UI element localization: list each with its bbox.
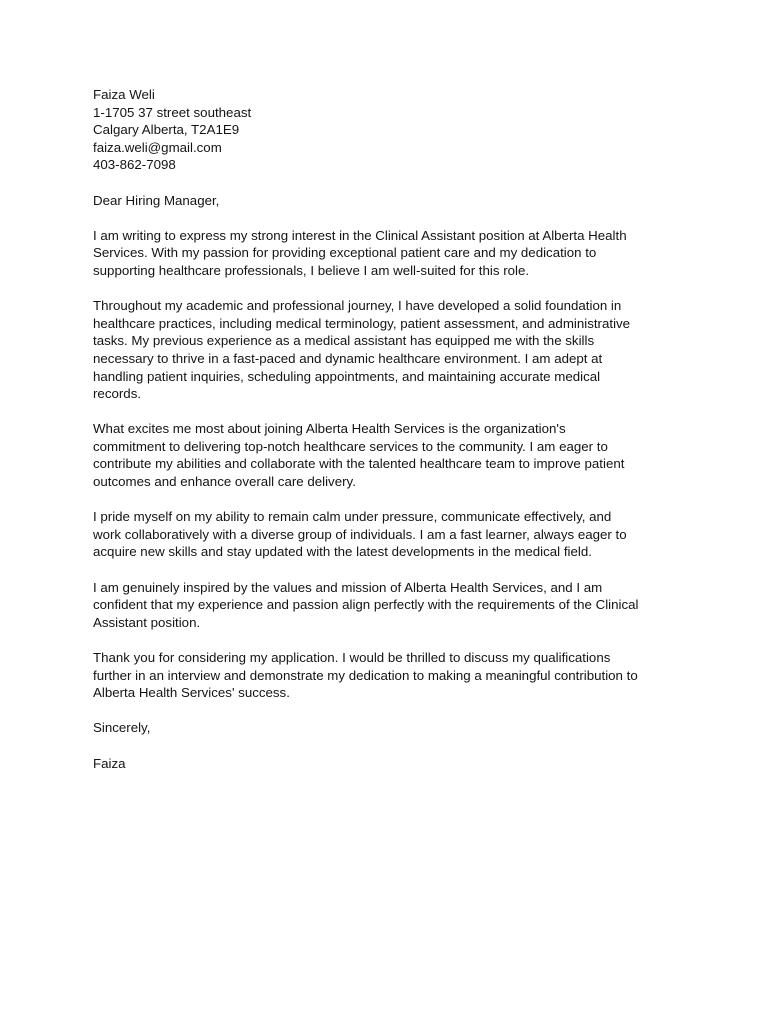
paragraph-line: Throughout my academic and professional journey, I have developed a solid foundation in xyxy=(93,298,622,314)
sender-address-line-2: Calgary Alberta, T2A1E9 xyxy=(93,122,240,138)
closing-text: Sincerely, xyxy=(93,720,151,736)
paragraph-line: handling patient inquiries, scheduling appointments, and maintaining accurate medical xyxy=(93,368,601,384)
sender-phone: 403-862-7098 xyxy=(93,157,176,173)
paragraph-3 xyxy=(93,420,693,490)
paragraph-line: supporting healthcare professionals, I believe I am well-suited for this role. xyxy=(93,262,530,278)
paragraph-line: Alberta Health Services' success. xyxy=(93,685,290,701)
cover-letter xyxy=(93,86,693,790)
paragraph-line: healthcare practices, including medical terminology, patient assessment, and administrative xyxy=(93,315,631,331)
paragraph-5 xyxy=(93,579,693,632)
paragraph-6 xyxy=(93,649,693,702)
sender-email: faiza.weli@gmail.com xyxy=(93,139,222,155)
paragraph-line: tasks. My previous experience as a medical assistant has equipped me with the skills xyxy=(93,333,595,349)
paragraph-line: What excites me most about joining Alberta Health Services is the organization's xyxy=(93,421,566,437)
paragraph-line: outcomes and enhance overall care delivery. xyxy=(93,474,356,490)
paragraph-line: I am genuinely inspired by the values and mission of Alberta Health Services, and I am xyxy=(93,579,603,595)
paragraph-line: work collaboratively with a diverse group of individuals. I am a fast learner, always eager to xyxy=(93,526,627,542)
signature-name: Faiza xyxy=(93,755,126,771)
paragraph-line: commitment to delivering top-notch healthcare services to the community. I am eager to xyxy=(93,438,608,454)
paragraph-line: records. xyxy=(93,386,142,402)
salutation xyxy=(93,192,693,210)
paragraph-line: Thank you for considering my application. I would be thrilled to discuss my qualifications xyxy=(93,650,611,665)
sender-name: Faiza Weli xyxy=(93,87,155,102)
paragraph-4 xyxy=(93,508,693,561)
paragraph-line: further in an interview and demonstrate my dedication to making a meaningful contribution to xyxy=(93,667,638,683)
paragraph-line: contribute my abilities and collaborate with the talented healthcare team to improve patient xyxy=(93,456,625,472)
paragraph-2 xyxy=(93,297,693,403)
salutation-text: Dear Hiring Manager, xyxy=(93,192,220,208)
paragraph-line: Services. With my passion for providing exceptional patient care and my dedication to xyxy=(93,245,597,261)
sender-address-line-1: 1-1705 37 street southeast xyxy=(93,104,252,120)
paragraph-line: I am writing to express my strong interest in the Clinical Assistant position at Alberta Health xyxy=(93,227,627,243)
paragraph-1 xyxy=(93,227,693,280)
paragraph-line: necessary to thrive in a fast-paced and dynamic healthcare environment. I am adept at xyxy=(93,350,603,366)
paragraph-line: confident that my experience and passion align perfectly with the requirements of the Clinical xyxy=(93,597,639,613)
closing xyxy=(93,719,693,737)
signature xyxy=(93,755,693,773)
paragraph-line: I pride myself on my ability to remain calm under pressure, communicate effectively, and xyxy=(93,509,612,525)
paragraph-line: Assistant position. xyxy=(93,614,201,630)
sender-address-block xyxy=(93,86,693,174)
paragraph-line: acquire new skills and stay updated with the latest developments in the medical field. xyxy=(93,544,592,560)
